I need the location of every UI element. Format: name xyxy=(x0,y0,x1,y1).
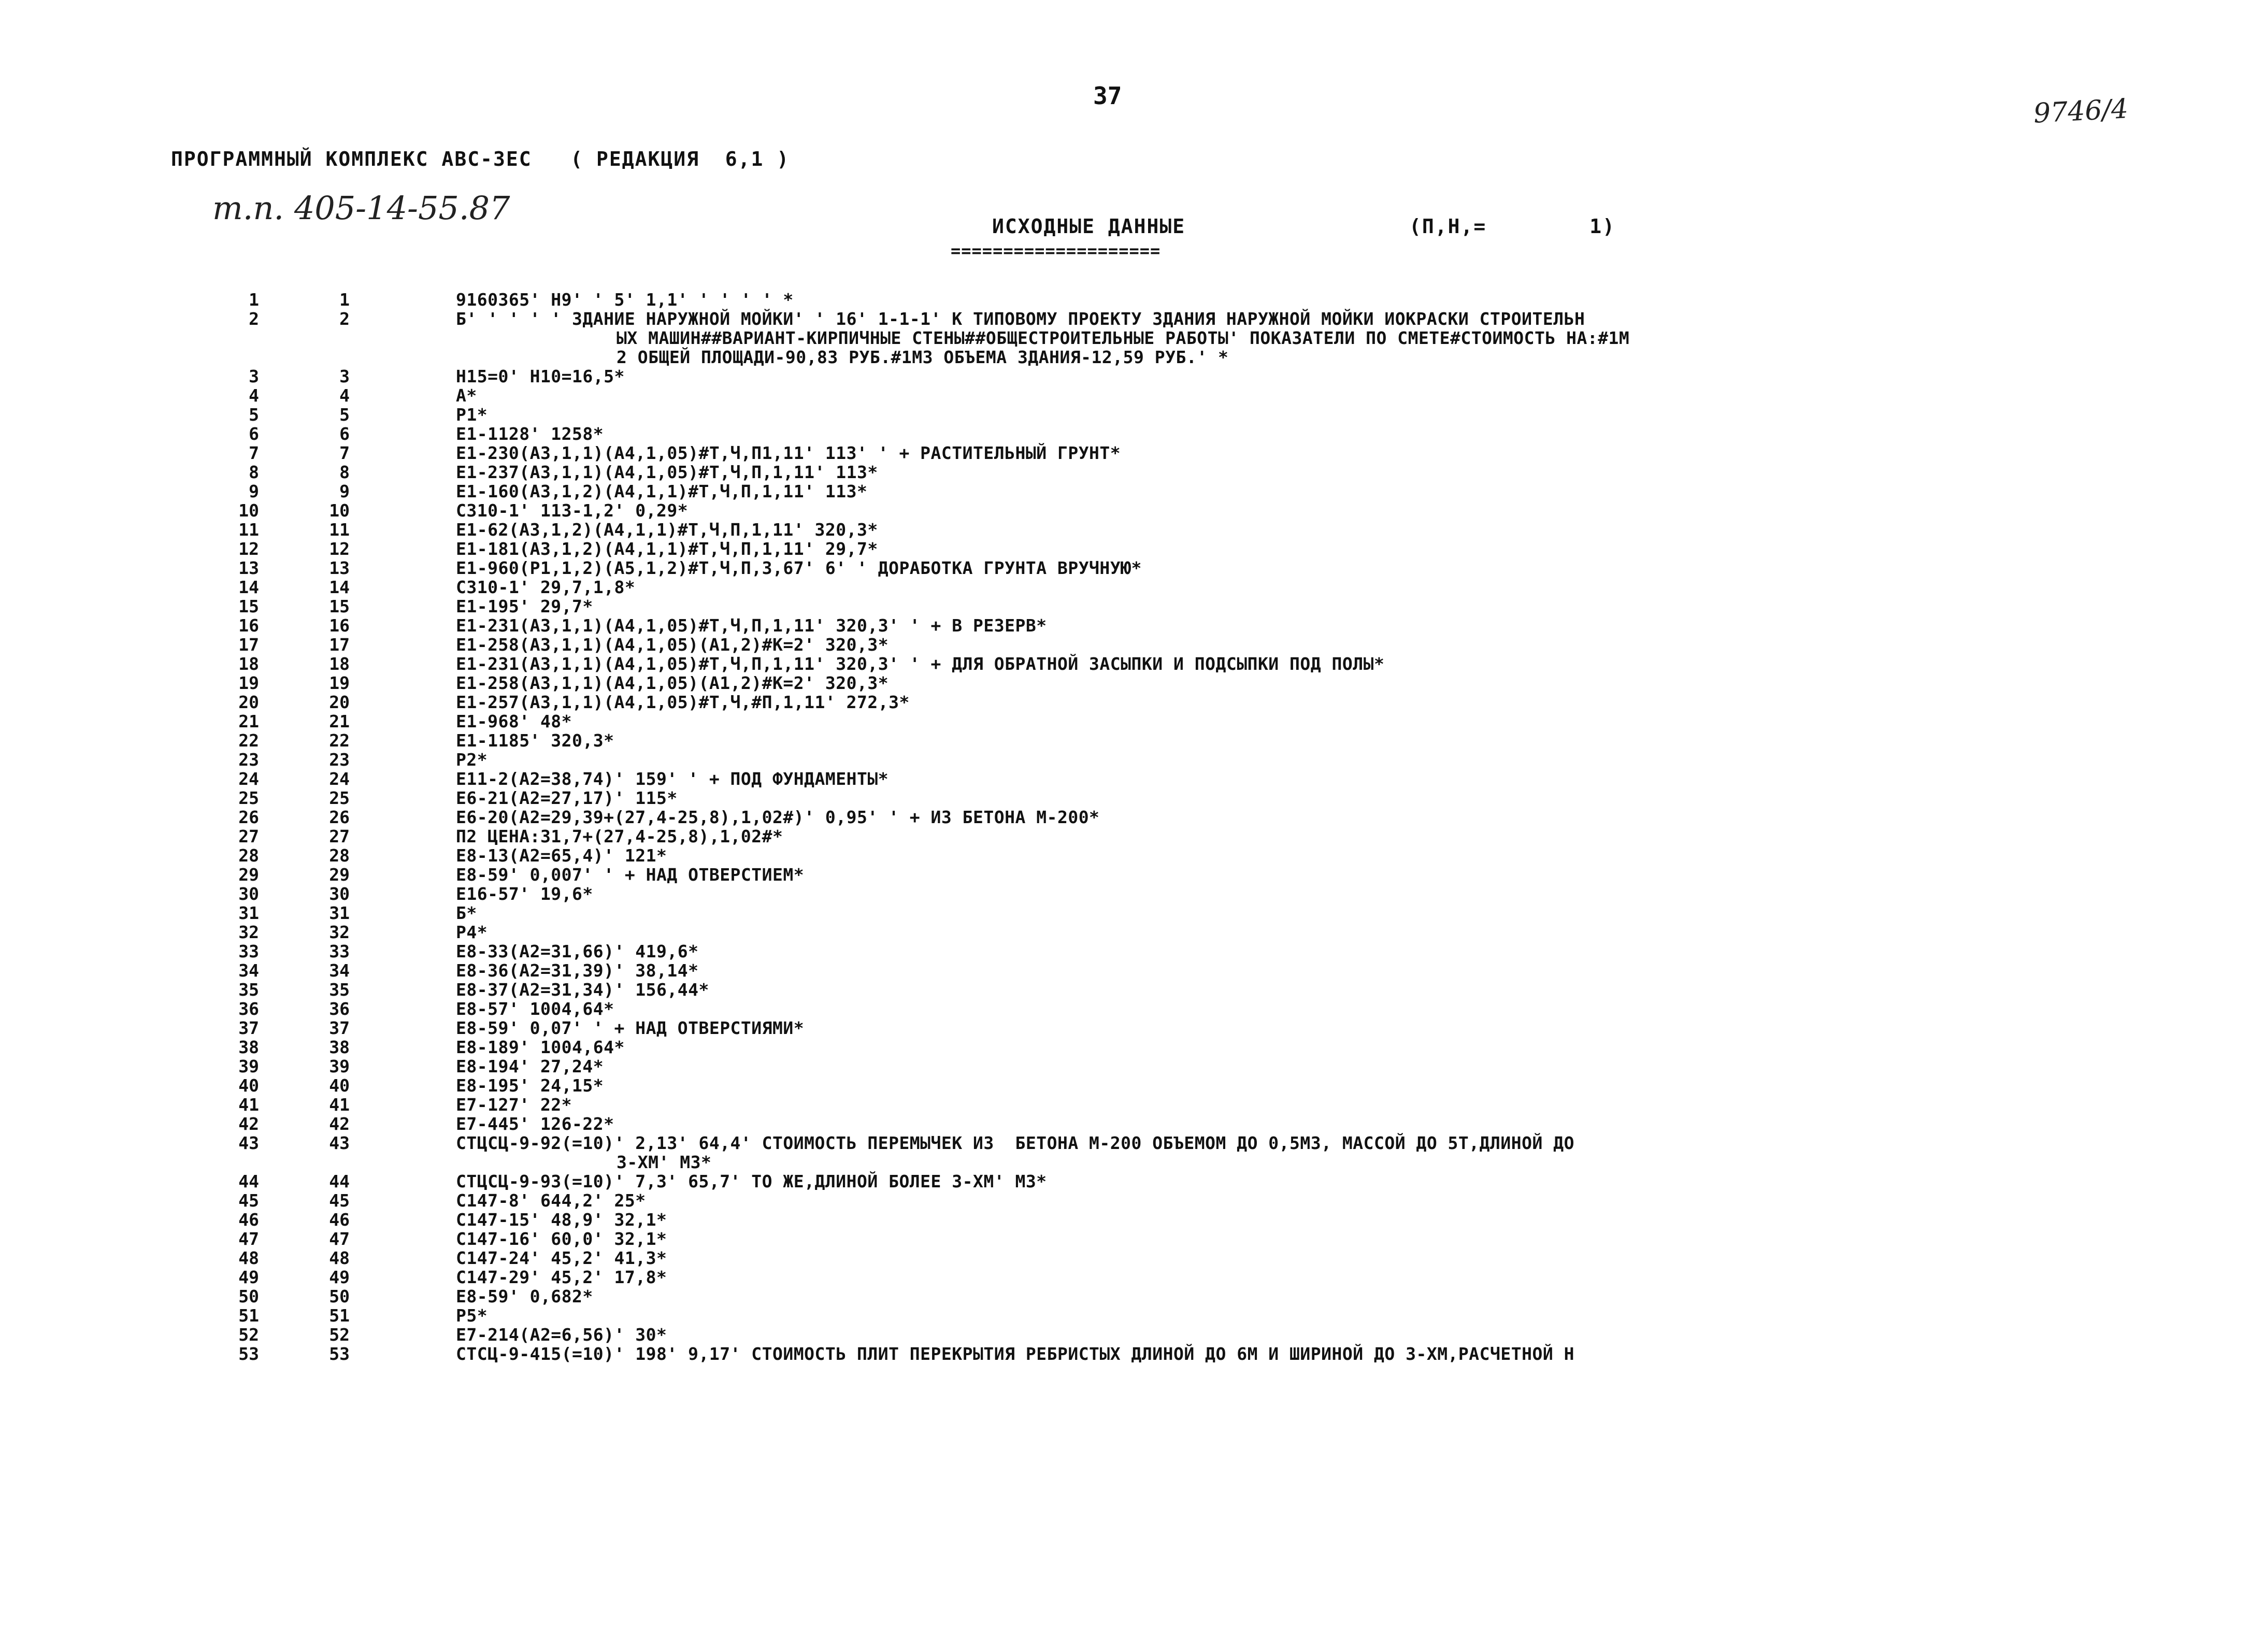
record-text: Р5* xyxy=(456,1305,488,1326)
record-text: Е8-195' 24,15* xyxy=(456,1075,604,1096)
listing-continuation-line xyxy=(0,1153,2264,1172)
record-number: 2 xyxy=(339,309,350,329)
record-text: С310-1' 29,7,1,8* xyxy=(456,577,636,597)
line-number: 25 xyxy=(238,788,259,808)
record-text: С147-8' 644,2' 25* xyxy=(456,1190,646,1211)
record-text: Е16-57' 19,6* xyxy=(456,884,593,904)
record-text: Е8-36(А2=31,39)' 38,14* xyxy=(456,960,699,981)
line-number: 22 xyxy=(238,730,259,751)
line-number: 30 xyxy=(238,884,259,904)
record-number: 25 xyxy=(329,788,350,808)
line-number: 43 xyxy=(238,1133,259,1153)
listing-row xyxy=(0,1344,2264,1363)
record-number: 49 xyxy=(329,1267,350,1287)
listing-row xyxy=(0,865,2264,884)
line-number: 18 xyxy=(238,654,259,674)
record-text: ЫХ МАШИН##ВАРИАНТ-КИРПИЧНЫЕ СТЕНЫ##ОБЩЕСТРОИТЕЛЬНЫЕ РАБОТЫ' ПОКАЗАТЕЛИ ПО СМЕТЕ#СТОИМОСТЬ НА:#1М xyxy=(617,328,1630,348)
listing-row xyxy=(0,673,2264,693)
listing-row xyxy=(0,827,2264,846)
source-listing xyxy=(0,290,2264,1363)
listing-row xyxy=(0,616,2264,635)
listing-row xyxy=(0,367,2264,386)
line-number: 1 xyxy=(249,290,259,310)
listing-row xyxy=(0,1306,2264,1325)
line-number: 11 xyxy=(238,520,259,540)
record-text: Е8-59' 0,682* xyxy=(456,1286,593,1306)
section-title: ИСХОДНЫЕ ДАННЫЕ xyxy=(992,215,1186,238)
line-number: 15 xyxy=(238,596,259,616)
line-number: 2 xyxy=(249,309,259,329)
listing-row xyxy=(0,443,2264,463)
handwritten-code: 9746/4 xyxy=(2032,93,2129,130)
record-text: Е1-181(А3,1,2)(А4,1,1)#Т,Ч,П,1,11' 29,7* xyxy=(456,539,878,559)
line-number: 29 xyxy=(238,865,259,885)
record-text: Е11-2(А2=38,74)' 159' ' + ПОД ФУНДАМЕНТЫ* xyxy=(456,769,889,789)
record-text: С310-1' 113-1,2' 0,29* xyxy=(456,500,689,521)
record-number: 39 xyxy=(329,1056,350,1076)
line-number: 16 xyxy=(238,615,259,636)
line-number: 33 xyxy=(238,941,259,961)
record-number: 13 xyxy=(329,558,350,578)
record-text: Р2* xyxy=(456,750,488,770)
record-number: 38 xyxy=(329,1037,350,1057)
record-text: Е7-127' 22* xyxy=(456,1095,572,1115)
line-number: 44 xyxy=(238,1171,259,1191)
section-parameter: (П,Н,= 1) xyxy=(1409,215,1616,238)
record-text: Е6-21(А2=27,17)' 115* xyxy=(456,788,678,808)
line-number: 50 xyxy=(238,1286,259,1306)
record-text: Е1-231(А3,1,1)(А4,1,05)#Т,Ч,П,1,11' 320,3' ' + ДЛЯ ОБРАТНОЙ ЗАСЫПКИ И ПОДСЫПКИ ПОД ПОЛЫ* xyxy=(456,654,1385,674)
page-number: 37 xyxy=(1093,82,1122,110)
line-number: 49 xyxy=(238,1267,259,1287)
record-text: Е1-237(А3,1,1)(А4,1,05)#Т,Ч,П,1,11' 113* xyxy=(456,462,878,482)
listing-row xyxy=(0,769,2264,788)
record-text: Н15=0' Н10=16,5* xyxy=(456,366,625,386)
listing-row xyxy=(0,424,2264,443)
line-number: 27 xyxy=(238,826,259,846)
record-number: 4 xyxy=(339,385,350,406)
record-number: 41 xyxy=(329,1095,350,1115)
record-text: Б* xyxy=(456,903,477,923)
listing-row xyxy=(0,1114,2264,1133)
record-text: Е7-445' 126-22* xyxy=(456,1114,614,1134)
listing-row xyxy=(0,1057,2264,1076)
record-text: Е8-37(А2=31,34)' 156,44* xyxy=(456,980,709,1000)
line-number: 52 xyxy=(238,1325,259,1345)
record-text: С147-16' 60,0' 32,1* xyxy=(456,1229,667,1249)
record-number: 53 xyxy=(329,1344,350,1364)
line-number: 24 xyxy=(238,769,259,789)
record-text: Е1-960(Р1,1,2)(А5,1,2)#Т,Ч,П,3,67' 6' ' ДОРАБОТКА ГРУНТА ВРУЧНУЮ* xyxy=(456,558,1142,578)
record-text: Е1-195' 29,7* xyxy=(456,596,593,616)
record-number: 21 xyxy=(329,711,350,731)
listing-row xyxy=(0,1172,2264,1191)
record-text: Е1-1185' 320,3* xyxy=(456,730,614,751)
record-text: 9160365' Н9' ' 5' 1,1' ' ' ' ' * xyxy=(456,290,794,310)
record-number: 10 xyxy=(329,500,350,521)
listing-row xyxy=(0,1191,2264,1210)
record-number: 3 xyxy=(339,366,350,386)
line-number: 47 xyxy=(238,1229,259,1249)
record-number: 9 xyxy=(339,481,350,501)
record-text: Е8-59' 0,007' ' + НАД ОТВЕРСТИЕМ* xyxy=(456,865,805,885)
record-text: Е1-1128' 1258* xyxy=(456,424,604,444)
record-number: 19 xyxy=(329,673,350,693)
section-underline: ==================== xyxy=(951,241,1161,261)
line-number: 8 xyxy=(249,462,259,482)
record-text: Е8-33(А2=31,66)' 419,6* xyxy=(456,941,699,961)
line-number: 5 xyxy=(249,405,259,425)
record-text: Е1-258(А3,1,1)(А4,1,05)(А1,2)#К=2' 320,3* xyxy=(456,635,889,655)
listing-row xyxy=(0,1210,2264,1229)
listing-row xyxy=(0,808,2264,827)
listing-row xyxy=(0,731,2264,750)
record-text: Е7-214(А2=6,56)' 30* xyxy=(456,1325,667,1345)
listing-row xyxy=(0,539,2264,558)
record-number: 26 xyxy=(329,807,350,827)
listing-row xyxy=(0,635,2264,654)
record-number: 15 xyxy=(329,596,350,616)
listing-row xyxy=(0,654,2264,673)
listing-row xyxy=(0,558,2264,578)
line-number: 28 xyxy=(238,845,259,866)
listing-row xyxy=(0,942,2264,961)
record-number: 51 xyxy=(329,1305,350,1326)
record-number: 7 xyxy=(339,443,350,463)
record-text: С147-15' 48,9' 32,1* xyxy=(456,1210,667,1230)
listing-row xyxy=(0,980,2264,999)
listing-row xyxy=(0,1287,2264,1306)
record-number: 47 xyxy=(329,1229,350,1249)
listing-row xyxy=(0,578,2264,597)
record-text: Е8-189' 1004,64* xyxy=(456,1037,625,1057)
listing-row xyxy=(0,501,2264,520)
record-text: П2 ЦЕНА:31,7+(27,4-25,8),1,02#* xyxy=(456,826,783,846)
line-number: 34 xyxy=(238,960,259,981)
listing-row xyxy=(0,903,2264,923)
record-number: 48 xyxy=(329,1248,350,1268)
record-number: 42 xyxy=(329,1114,350,1134)
record-text: Е8-57' 1004,64* xyxy=(456,999,614,1019)
record-number: 1 xyxy=(339,290,350,310)
record-number: 35 xyxy=(329,980,350,1000)
line-number: 39 xyxy=(238,1056,259,1076)
listing-row xyxy=(0,750,2264,769)
record-number: 33 xyxy=(329,941,350,961)
listing-row xyxy=(0,1248,2264,1268)
record-text: СТЦСЦ-9-93(=10)' 7,3' 65,7' ТО ЖЕ,ДЛИНОЙ БОЛЕЕ 3-ХМ' М3* xyxy=(456,1171,1047,1191)
listing-continuation-line xyxy=(0,328,2264,348)
record-number: 52 xyxy=(329,1325,350,1345)
record-number: 44 xyxy=(329,1171,350,1191)
listing-row xyxy=(0,1325,2264,1344)
listing-row xyxy=(0,1038,2264,1057)
record-number: 11 xyxy=(329,520,350,540)
line-number: 19 xyxy=(238,673,259,693)
record-number: 16 xyxy=(329,615,350,636)
record-number: 43 xyxy=(329,1133,350,1153)
listing-row xyxy=(0,597,2264,616)
line-number: 10 xyxy=(238,500,259,521)
handwritten-project-number: т.п. 405-14-55.87 xyxy=(212,189,510,227)
listing-row xyxy=(0,309,2264,328)
listing-row xyxy=(0,290,2264,309)
line-number: 35 xyxy=(238,980,259,1000)
line-number: 42 xyxy=(238,1114,259,1134)
record-number: 29 xyxy=(329,865,350,885)
record-number: 8 xyxy=(339,462,350,482)
line-number: 7 xyxy=(249,443,259,463)
line-number: 51 xyxy=(238,1305,259,1326)
record-text: Е8-194' 27,24* xyxy=(456,1056,604,1076)
listing-row xyxy=(0,884,2264,903)
record-text: 3-ХМ' М3* xyxy=(617,1152,712,1172)
line-number: 41 xyxy=(238,1095,259,1115)
listing-row xyxy=(0,712,2264,731)
listing-row xyxy=(0,846,2264,865)
record-number: 46 xyxy=(329,1210,350,1230)
record-text: Б' ' ' ' ' ЗДАНИЕ НАРУЖНОЙ МОЙКИ' ' 16' 1-1-1' К ТИПОВОМУ ПРОЕКТУ ЗДАНИЯ НАРУЖНОЙ МОЙКИ ИОКРАСКИ СТРОИТЕЛЬН xyxy=(456,309,1585,329)
record-number: 28 xyxy=(329,845,350,866)
record-text: Е8-59' 0,07' ' + НАД ОТВЕРСТИЯМИ* xyxy=(456,1018,805,1038)
record-text: Е1-160(А3,1,2)(А4,1,1)#Т,Ч,П,1,11' 113* xyxy=(456,481,868,501)
record-number: 36 xyxy=(329,999,350,1019)
listing-row xyxy=(0,788,2264,808)
listing-row xyxy=(0,961,2264,980)
line-number: 31 xyxy=(238,903,259,923)
line-number: 36 xyxy=(238,999,259,1019)
record-number: 45 xyxy=(329,1190,350,1211)
listing-row xyxy=(0,1018,2264,1038)
listing-row xyxy=(0,1268,2264,1287)
record-number: 23 xyxy=(329,750,350,770)
listing-row xyxy=(0,999,2264,1018)
record-text: Е8-13(А2=65,4)' 121* xyxy=(456,845,667,866)
listing-row xyxy=(0,482,2264,501)
record-number: 18 xyxy=(329,654,350,674)
line-number: 21 xyxy=(238,711,259,731)
record-text: Е1-257(А3,1,1)(А4,1,05)#Т,Ч,#П,1,11' 272,3* xyxy=(456,692,910,712)
record-number: 5 xyxy=(339,405,350,425)
line-number: 14 xyxy=(238,577,259,597)
line-number: 45 xyxy=(238,1190,259,1211)
line-number: 3 xyxy=(249,366,259,386)
listing-row xyxy=(0,520,2264,539)
listing-row xyxy=(0,1095,2264,1114)
record-text: Е1-62(А3,1,2)(А4,1,1)#Т,Ч,П,1,11' 320,3* xyxy=(456,520,878,540)
record-text: Р4* xyxy=(456,922,488,942)
listing-row xyxy=(0,405,2264,424)
listing-continuation-line xyxy=(0,348,2264,367)
line-number: 13 xyxy=(238,558,259,578)
record-number: 27 xyxy=(329,826,350,846)
program-header: ПРОГРАММНЫЙ КОМПЛЕКС АВС-3ЕС ( РЕДАКЦИЯ 6,1 ) xyxy=(171,148,790,170)
record-number: 17 xyxy=(329,635,350,655)
record-text: 2 ОБЩЕЙ ПЛОЩАДИ-90,83 РУБ.#1М3 ОБЪЕМА ЗДАНИЯ-12,59 РУБ.' * xyxy=(617,347,1229,367)
line-number: 9 xyxy=(249,481,259,501)
record-number: 32 xyxy=(329,922,350,942)
record-number: 14 xyxy=(329,577,350,597)
line-number: 20 xyxy=(238,692,259,712)
line-number: 40 xyxy=(238,1075,259,1096)
record-text: Е6-20(А2=29,39+(27,4-25,8),1,02#)' 0,95' ' + ИЗ БЕТОНА М-200* xyxy=(456,807,1100,827)
line-number: 6 xyxy=(249,424,259,444)
record-number: 40 xyxy=(329,1075,350,1096)
line-number: 32 xyxy=(238,922,259,942)
listing-row xyxy=(0,923,2264,942)
line-number: 23 xyxy=(238,750,259,770)
record-number: 12 xyxy=(329,539,350,559)
line-number: 26 xyxy=(238,807,259,827)
record-number: 6 xyxy=(339,424,350,444)
line-number: 12 xyxy=(238,539,259,559)
record-text: Р1* xyxy=(456,405,488,425)
line-number: 53 xyxy=(238,1344,259,1364)
record-number: 20 xyxy=(329,692,350,712)
record-number: 24 xyxy=(329,769,350,789)
line-number: 17 xyxy=(238,635,259,655)
record-text: А* xyxy=(456,385,477,406)
record-text: Е1-258(А3,1,1)(А4,1,05)(А1,2)#К=2' 320,3* xyxy=(456,673,889,693)
record-number: 30 xyxy=(329,884,350,904)
listing-row xyxy=(0,1133,2264,1153)
record-text: С147-24' 45,2' 41,3* xyxy=(456,1248,667,1268)
record-number: 37 xyxy=(329,1018,350,1038)
line-number: 48 xyxy=(238,1248,259,1268)
listing-row xyxy=(0,463,2264,482)
line-number: 37 xyxy=(238,1018,259,1038)
record-text: СТЦСЦ-9-92(=10)' 2,13' 64,4' СТОИМОСТЬ ПЕРЕМЫЧЕК ИЗ БЕТОНА М-200 ОБЪЕМОМ ДО 0,5М3, МАССОЙ ДО 5Т,ДЛИНОЙ ДО xyxy=(456,1133,1574,1153)
listing-row xyxy=(0,386,2264,405)
record-text: СТСЦ-9-415(=10)' 198' 9,17' СТОИМОСТЬ ПЛИТ ПЕРЕКРЫТИЯ РЕБРИСТЫХ ДЛИНОЙ ДО 6М И ШИРИНОЙ ДО 3-ХМ,РАСЧЕТНОЙ Н xyxy=(456,1344,1574,1364)
listing-row xyxy=(0,693,2264,712)
listing-row xyxy=(0,1229,2264,1248)
line-number: 46 xyxy=(238,1210,259,1230)
record-number: 22 xyxy=(329,730,350,751)
record-text: С147-29' 45,2' 17,8* xyxy=(456,1267,667,1287)
record-number: 50 xyxy=(329,1286,350,1306)
record-number: 34 xyxy=(329,960,350,981)
line-number: 38 xyxy=(238,1037,259,1057)
listing-row xyxy=(0,1076,2264,1095)
record-text: Е1-230(А3,1,1)(А4,1,05)#Т,Ч,П1,11' 113' ' + РАСТИТЕЛЬНЫЙ ГРУНТ* xyxy=(456,443,1121,463)
line-number: 4 xyxy=(249,385,259,406)
record-text: Е1-968' 48* xyxy=(456,711,572,731)
record-text: Е1-231(А3,1,1)(А4,1,05)#Т,Ч,П,1,11' 320,3' ' + В РЕЗЕРВ* xyxy=(456,615,1047,636)
record-number: 31 xyxy=(329,903,350,923)
